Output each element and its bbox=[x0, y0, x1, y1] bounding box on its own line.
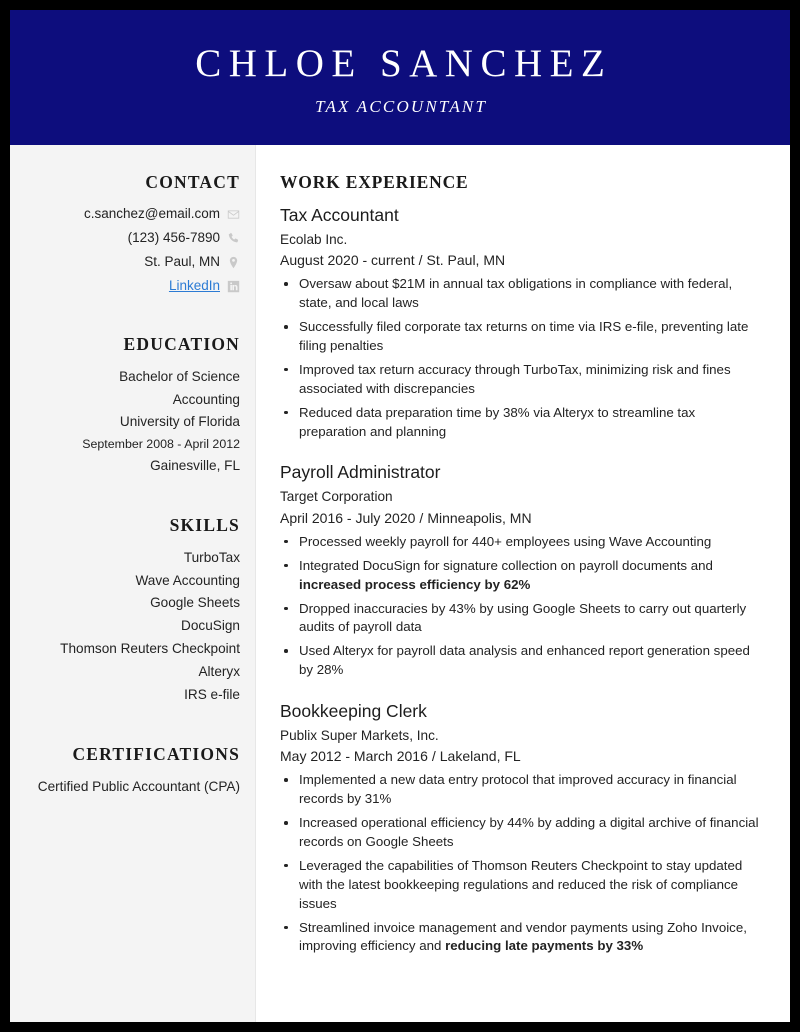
experience-bullet-list bbox=[280, 771, 766, 956]
contact-item-linkedin[interactable] bbox=[22, 276, 240, 297]
contact-location-text: St. Paul, MN bbox=[144, 253, 220, 269]
page-title: CHLOE SANCHEZ bbox=[195, 41, 613, 85]
linkedin-icon bbox=[227, 280, 240, 293]
resume-page bbox=[10, 10, 790, 1022]
contact-phone-text: (123) 456-7890 bbox=[127, 229, 220, 245]
experience-entry bbox=[280, 461, 766, 680]
experience-bullet-list bbox=[280, 533, 766, 680]
linkedin-link[interactable]: LinkedIn bbox=[168, 277, 220, 293]
map-pin-icon bbox=[227, 256, 240, 269]
contact-item-location bbox=[22, 252, 240, 273]
experience-dates: April 2016 - July 2020 bbox=[280, 509, 416, 526]
experience-bullet: Successfully filed corporate tax returns on time via IRS e-file, preventing late filing penalties bbox=[280, 318, 766, 356]
skill-item: TurboTax bbox=[183, 549, 240, 565]
experience-location: St. Paul, MN bbox=[426, 252, 506, 269]
resume-body bbox=[10, 145, 790, 1022]
contact-item-phone bbox=[22, 228, 240, 249]
education-school: University of Florida bbox=[119, 414, 240, 430]
experience-meta bbox=[280, 508, 766, 529]
experience-company: Publix Super Markets, Inc. bbox=[280, 727, 439, 743]
section-heading-skills: SKILLS bbox=[169, 514, 240, 535]
skill-item: Alteryx bbox=[198, 663, 240, 679]
main-content bbox=[256, 145, 790, 1022]
experience-bullet: Leveraged the capabilities of Thomson Reuters Checkpoint to stay updated with the latest bookkeeping regulations and reduced the risk of compliance issues bbox=[280, 857, 766, 914]
experience-entry bbox=[280, 204, 766, 441]
experience-bullet: Increased operational efficiency by 44% by adding a digital archive of financial records on Google Sheets bbox=[280, 814, 766, 852]
experience-job-title: Bookkeeping Clerk bbox=[280, 701, 427, 722]
section-heading-contact: CONTACT bbox=[145, 172, 240, 192]
certification-item: Certified Public Accountant (CPA) bbox=[37, 778, 240, 794]
skill-item: IRS e-file bbox=[184, 686, 240, 702]
phone-icon bbox=[227, 232, 240, 245]
experience-bullet: Improved tax return accuracy through TurboTax, minimizing risk and fines associated with discrepancies bbox=[280, 361, 766, 399]
experience-separator: / bbox=[419, 509, 424, 526]
skill-item: DocuSign bbox=[181, 618, 240, 634]
experience-bullet: Implemented a new data entry protocol that improved accuracy in financial records by 31% bbox=[280, 771, 766, 809]
experience-bullet: Processed weekly payroll for 440+ employees using Wave Accounting bbox=[280, 533, 766, 552]
education-location: Gainesville, FL bbox=[150, 458, 240, 473]
experience-location: Minneapolis, MN bbox=[427, 509, 532, 526]
experience-dates: May 2012 - March 2016 bbox=[280, 748, 428, 765]
education-degree: Bachelor of Science bbox=[119, 368, 240, 384]
skill-item: Thomson Reuters Checkpoint bbox=[60, 641, 240, 657]
experience-bullet: Used Alteryx for payroll data analysis and enhanced report generation speed by 28% bbox=[280, 642, 766, 680]
section-heading-certifications: CERTIFICATIONS bbox=[72, 743, 240, 764]
experience-bullet: Reduced data preparation time by 38% via Alteryx to streamline tax preparation and planning bbox=[280, 404, 766, 442]
skill-item: Google Sheets bbox=[150, 595, 240, 611]
experience-dates: August 2020 - current bbox=[280, 252, 415, 269]
education-dates: September 2008 - April 2012 bbox=[82, 437, 240, 452]
section-heading-education: EDUCATION bbox=[123, 333, 240, 354]
education-major: Accounting bbox=[172, 391, 240, 407]
resume-header-banner bbox=[10, 10, 790, 145]
experience-bullet: Integrated DocuSign for signature collection on payroll documents and increased process efficiency by 62% bbox=[280, 557, 766, 595]
experience-separator: / bbox=[418, 252, 423, 269]
experience-location: Lakeland, FL bbox=[439, 748, 521, 765]
experience-entry bbox=[280, 700, 766, 956]
experience-company: Target Corporation bbox=[280, 489, 393, 505]
experience-bullet-list bbox=[280, 275, 766, 441]
experience-company: Ecolab Inc. bbox=[280, 231, 348, 247]
header-subtitle: TAX ACCOUNTANT bbox=[315, 97, 488, 117]
experience-job-title: Payroll Administrator bbox=[280, 462, 441, 483]
contact-item-email bbox=[22, 204, 240, 225]
experience-meta bbox=[280, 250, 766, 271]
envelope-icon bbox=[227, 208, 240, 221]
experience-bullet: Dropped inaccuracies by 43% by using Google Sheets to carry out quarterly audits of payroll data bbox=[280, 600, 766, 638]
section-heading-work-experience: WORK EXPERIENCE bbox=[280, 172, 469, 192]
experience-meta bbox=[280, 746, 766, 767]
experience-job-title: Tax Accountant bbox=[280, 205, 399, 225]
skill-item: Wave Accounting bbox=[135, 572, 240, 588]
contact-email-text: c.sanchez@email.com bbox=[83, 206, 220, 221]
experience-separator: / bbox=[431, 748, 436, 765]
experience-bullet: Oversaw about $21M in annual tax obligations in compliance with federal, state, and local laws bbox=[280, 275, 766, 313]
experience-bullet: Streamlined invoice management and vendor payments using Zoho Invoice, improving efficiency and reducing late payments by 33% bbox=[280, 919, 766, 957]
sidebar bbox=[10, 145, 256, 1022]
